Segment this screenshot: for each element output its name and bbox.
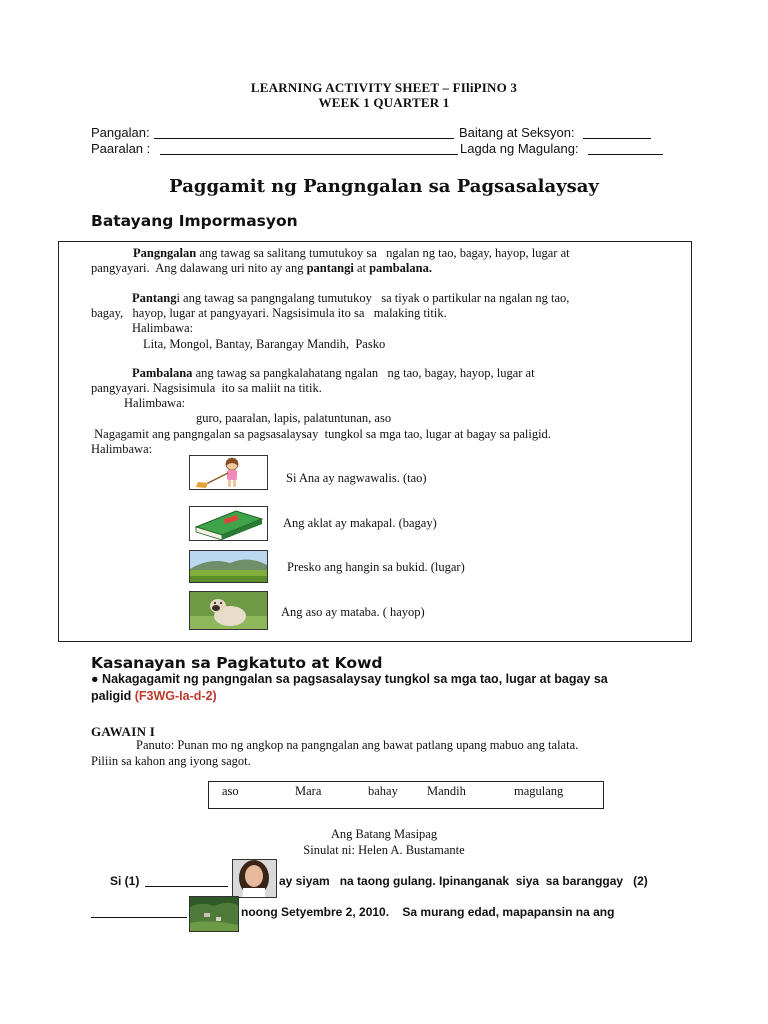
blank-1[interactable] xyxy=(145,886,228,887)
field-landscape-icon xyxy=(189,550,268,583)
name-label: Pangalan: xyxy=(91,125,150,140)
girl-sweeping-icon xyxy=(189,455,268,490)
parent-signature-blank[interactable] xyxy=(588,154,663,155)
story-author: Sinulat ni: Helen A. Bustamante xyxy=(303,843,465,857)
page-title: Paggamit ng Pangngalan sa Pagsasalaysay xyxy=(169,176,599,197)
blank-2[interactable] xyxy=(91,917,187,918)
term-pantangi: Pantang xyxy=(132,291,177,305)
info-p3-line2: pangyayari. Nagsisimula ito sa maliit na titik. xyxy=(91,381,322,395)
choice-word: bahay xyxy=(368,784,398,798)
choice-word: Mandih xyxy=(427,784,466,798)
term-pambalana: Pambalana xyxy=(132,366,193,380)
skills-line1: ● Nakagagamit ng pangngalan sa pagsasalaysay tungkol sa mga tao, lugar at bagay sa xyxy=(91,672,608,686)
choice-word: aso xyxy=(222,784,239,798)
grade-label: Baitang at Seksyon: xyxy=(459,125,575,140)
term-pangngalan: Pangngalan xyxy=(133,246,197,260)
info-p4-halimbawa: Halimbawa: xyxy=(91,442,153,456)
story-line2-rest: noong Setyembre 2, 2010. Sa murang edad, mapapansin na ang xyxy=(241,905,615,919)
info-p1-line1: Pangngalan ang tawag sa salitang tumutukoy sa ngalan ng tao, bagay, hayop, lugar at xyxy=(133,246,570,260)
info-p3-line1: Pambalana ang tawag sa pangkalahatang ngalan ng tao, bagay, hayop, lugar at xyxy=(132,366,535,380)
info-p3-halimbawa: Halimbawa: xyxy=(124,396,186,410)
background-heading: Batayang Impormasyon xyxy=(91,212,298,230)
example-sentence-3: Presko ang hangin sa bukid. (lugar) xyxy=(287,560,465,574)
book-icon xyxy=(189,506,268,541)
sheet-header-line2: WEEK 1 QUARTER 1 xyxy=(318,95,450,110)
info-p1-line2: pangyayari. Ang dalawang uri nito ay ang pantangi at pambalana. xyxy=(91,261,432,275)
name-blank[interactable] xyxy=(154,138,454,139)
info-p2-line2: bagay, hayop, lugar at pangyayari. Nagsisimula ito sa malaking titik. xyxy=(91,306,447,320)
choice-word: Mara xyxy=(295,784,322,798)
example-sentence-4: Ang aso ay mataba. ( hayop) xyxy=(281,605,425,619)
info-p4-line: Nagagamit ang pangngalan sa pagsasalaysay tungkol sa mga tao, lugar at bagay sa paligid. xyxy=(91,427,551,441)
school-label: Paaralan : xyxy=(91,141,151,156)
gawain-heading: GAWAIN I xyxy=(91,724,156,739)
example-sentence-1: Si Ana ay nagwawalis. (tao) xyxy=(286,471,427,485)
info-p2-line1: Pantangi ang tawag sa pangngalang tumutukoy sa tiyak o partikular na ngalan ng tao, xyxy=(132,291,570,305)
choice-word: magulang xyxy=(514,784,564,798)
skills-line2: paligid (F3WG-Ia-d-2) xyxy=(91,689,217,703)
info-p2-halimbawa: Halimbawa: xyxy=(132,321,194,335)
parent-signature-label: Lagda ng Magulang: xyxy=(460,141,579,156)
instruction-line2: Piliin sa kahon ang iyong sagot. xyxy=(91,754,251,768)
info-p3-examples: guro, paaralan, lapis, palatuntunan, aso xyxy=(196,411,392,425)
sheet-header-line1: LEARNING ACTIVITY SHEET – FIliPINO 3 xyxy=(250,80,518,95)
bullet-icon: ● xyxy=(91,672,99,686)
girl-portrait-icon xyxy=(232,859,277,898)
story-title: Ang Batang Masipag xyxy=(330,827,438,841)
school-blank[interactable] xyxy=(160,154,458,155)
grade-blank[interactable] xyxy=(583,138,651,139)
story-line1-start: Si (1) xyxy=(110,874,140,888)
village-landscape-icon xyxy=(189,896,239,932)
info-p2-examples: Lita, Mongol, Bantay, Barangay Mandih, Pasko xyxy=(143,337,386,351)
skills-heading: Kasanayan sa Pagkatuto at Kowd xyxy=(91,654,383,672)
story-line1-rest: ay siyam na taong gulang. Ipinanganak siya sa baranggay (2) xyxy=(279,874,648,888)
instruction-line1: Panuto: Punan mo ng angkop na pangngalan ang bawat patlang upang mabuo ang talata. xyxy=(136,738,579,752)
dog-icon xyxy=(189,591,268,630)
example-sentence-2: Ang aklat ay makapal. (bagay) xyxy=(283,516,437,530)
competency-code: (F3WG-Ia-d-2) xyxy=(134,689,217,703)
